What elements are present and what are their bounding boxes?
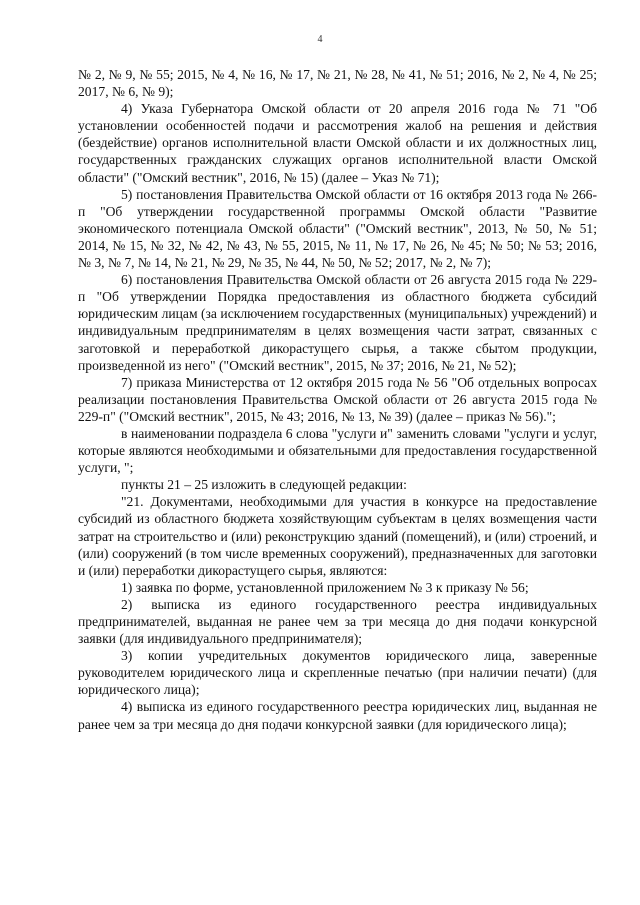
page-number: 4 xyxy=(317,34,323,45)
paragraph-12: 4) выписка из единого государственного реестра юридических лиц, выданная не ранее чем за три месяца до дня подачи конкурсной заявки (для юридического лица); xyxy=(78,699,597,732)
paragraph-1: № 2, № 9, № 55; 2015, № 4, № 16, № 17, № 21, № 28, № 41, № 51; 2016, № 2, № 4, № 25; 2017, № 6, № 9); xyxy=(78,67,597,100)
paragraph-9: 1) заявка по форме, установленной приложением № 3 к приказу № 56; xyxy=(121,579,529,595)
document-body xyxy=(78,66,597,733)
paragraph-8: "21. Документами, необходимыми для участия в конкурсе на предоставление субсидий из областного бюджета хозяйствующим субъектам в целях возмещения части затрат на строительство и (или) реконструкцию зданий (помещений), и (или) строений, и (или) сооружений (в том числе временных сооружений), предназначенных для заготовки и (или) переработки дикорастущего сырья, являются: xyxy=(78,494,597,578)
paragraph-11: 3) копии учредительных документов юридического лица, заверенные руководителем юридического лица и скрепленные печатью (при наличии печати) (для юридического лица); xyxy=(78,648,597,698)
paragraph-7: пункты 21 – 25 изложить в следующей редакции: xyxy=(121,477,407,493)
paragraph-5: 7) приказа Министерства от 12 октября 2015 года № 56 "Об отдельных вопросах реализации постановления Правительства Омской области от 26 августа 2015 года № 229-п" ("Омский вестник", 2015, № 43; 2016, № 13, № 39) (далее – приказ № 56)."; xyxy=(78,374,597,424)
paragraph-4: 6) постановления Правительства Омской области от 26 августа 2015 года № 229-п "Об утверждении Порядка предоставления из областного бюджета субсидий юридическим лицам (за исключением государственных (муниципальных) учреждений) и индивидуальным предпринимателям в целях возмещения части затрат, связанных с заготовкой и переработкой дикорастущего сырья, а также сбытом продукции, произведенной из него" ("Омский вестник", 2015, № 37; 2016, № 21, № 52); xyxy=(78,272,597,373)
paragraph-2: 4) Указа Губернатора Омской области от 20 апреля 2016 года № 71 "Об установлении особенностей подачи и рассмотрения жалоб на решения и действия (бездействие) органов исполнительной власти Омской области и их должностных лиц, государственных гражданских служащих органов исполнительной власти Омской области" ("Омский вестник", 2016, № 15) (далее – Указ № 71); xyxy=(78,101,597,185)
paragraph-10: 2) выписка из единого государственного реестра индивидуальных предпринимателей, выданная не ранее чем за три месяца до дня подачи конкурсной заявки (для индивидуального предпринимателя); xyxy=(78,596,597,647)
paragraph-6: в наименовании подраздела 6 слова "услуги и" заменить словами "услуги и услуг, которые являются необходимыми и обязательными для предоставления государственной услуги, "; xyxy=(78,425,597,476)
paragraph-3: 5) постановления Правительства Омской области от 16 октября 2013 года № 266-п "Об утверждении государственной программы Омской области "Развитие экономического потенциала Омской области" ("Омский вестник", 2013, № 50, № 51; 2014, № 15, № 32, № 42, № 43, № 55, 2015, № 11, № 17, № 26, № 45; № 50; № 53; 2016, № 3, № 7, № 14, № 21, № 29, № 35, № 44, № 50, № 52; 2017, № 2, № 7); xyxy=(78,186,597,271)
